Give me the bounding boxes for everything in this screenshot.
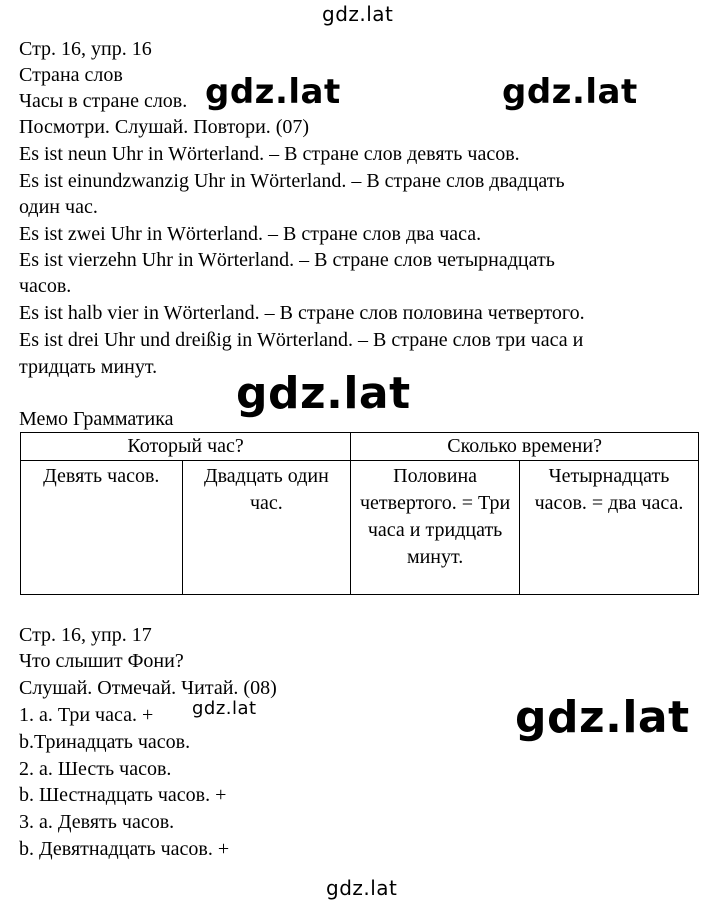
section1-line-7: Es ist halb vier in Wörterland. – В стране слов половина четвертого. bbox=[19, 302, 585, 324]
section1-ref: Стр. 16, упр. 16 bbox=[19, 38, 152, 60]
watermark-overlay-4: gdz.lat bbox=[192, 698, 257, 719]
section2-ref: Стр. 16, упр. 17 bbox=[19, 624, 152, 646]
table-cell-2: Двадцать один час. bbox=[182, 461, 351, 595]
section1-line-6: часов. bbox=[19, 275, 72, 297]
section1-instruction: Посмотри. Слушай. Повтори. (07) bbox=[19, 116, 310, 138]
watermark-overlay-3: gdz.lat bbox=[236, 368, 411, 419]
watermark-overlay-5: gdz.lat bbox=[515, 692, 690, 743]
section1-line-2: Es ist einundzwanzig Uhr in Wörterland. – В стране слов двадцать bbox=[19, 170, 565, 192]
table-cell-4: Четырнадцать часов. = два часа. bbox=[519, 461, 698, 595]
section2-line-3: 2. a. Шесть часов. bbox=[19, 758, 172, 780]
watermark-overlay-2: gdz.lat bbox=[502, 72, 638, 112]
table-cell-3: Половина четвертого. = Три часа и тридцать минут. bbox=[351, 461, 520, 595]
section1-title: Часы в стране слов. bbox=[19, 90, 188, 112]
watermark-top: gdz.lat bbox=[322, 2, 394, 26]
section2-line-6: b. Девятнадцать часов. + bbox=[19, 838, 230, 860]
table-cell-1: Девять часов. bbox=[21, 461, 183, 595]
section2-instruction: Слушай. Отмечай. Читай. (08) bbox=[19, 677, 277, 699]
table-row bbox=[21, 461, 699, 595]
watermark-bottom: gdz.lat bbox=[326, 876, 398, 900]
table-header-how-much-time: Сколько времени? bbox=[351, 433, 699, 461]
section1-line-1: Es ist neun Uhr in Wörterland. – В стране слов девять часов. bbox=[19, 143, 520, 165]
section1-line-4: Es ist zwei Uhr in Wörterland. – В стране слов два часа. bbox=[19, 223, 482, 245]
section1-line-8: Es ist drei Uhr und dreißig in Wörterland. – В стране слов три часа и bbox=[19, 329, 584, 351]
table-header-what-time: Который час? bbox=[21, 433, 351, 461]
section1-topic: Страна слов bbox=[19, 64, 123, 86]
grammar-table bbox=[20, 432, 699, 595]
memo-title: Мемо Грамматика bbox=[19, 408, 174, 430]
section1-line-5: Es ist vierzehn Uhr in Wörterland. – В стране слов четырнадцать bbox=[19, 249, 555, 271]
section1-line-9: тридцать минут. bbox=[19, 356, 158, 378]
section2-line-4: b. Шестнадцать часов. + bbox=[19, 784, 227, 806]
section2-line-2: b.Тринадцать часов. bbox=[19, 731, 191, 753]
section2-line-1: 1. a. Три часа. + bbox=[19, 704, 154, 726]
section1-line-3: один час. bbox=[19, 196, 98, 218]
watermark-overlay-1: gdz.lat bbox=[205, 72, 341, 112]
section2-question: Что слышит Фони? bbox=[19, 650, 184, 672]
section2-line-5: 3. a. Девять часов. bbox=[19, 811, 175, 833]
